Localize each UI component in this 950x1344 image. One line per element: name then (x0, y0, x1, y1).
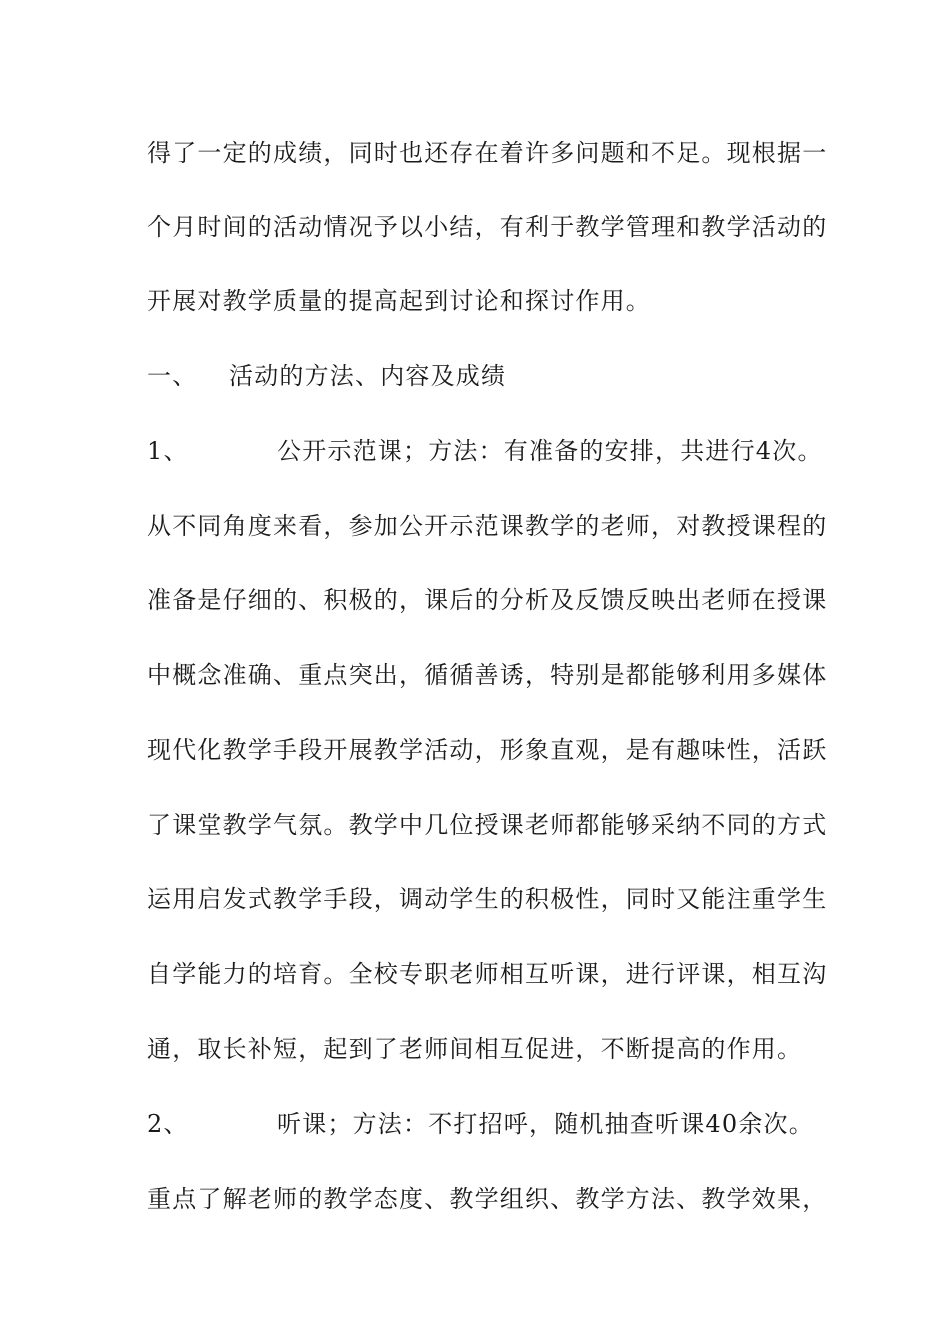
list-item-number: 1、 (147, 437, 189, 465)
list-item-text: 公开示范课；方法：有准备的安排，共进行4次。 (277, 437, 823, 465)
body-text-line: 了课堂教学气氛。教学中几位授课老师都能够采纳不同的方式 (147, 811, 828, 839)
body-text-line: 现代化教学手段开展教学活动，形象直观，是有趣味性，活跃 (147, 736, 828, 764)
body-text-line: 通，取长补短，起到了老师间相互促进，不断提高的作用。 (147, 1035, 803, 1063)
list-item-2 (147, 1109, 814, 1139)
list-item-number: 2、 (147, 1110, 189, 1138)
body-text-line: 开展对教学质量的提高起到讨论和探讨作用。 (147, 287, 651, 315)
body-text-line: 得了一定的成绩，同时也还存在着许多问题和不足。现根据一 (147, 139, 828, 167)
body-text-line: 重点了解老师的教学态度、教学组织、教学方法、教学效果， (147, 1185, 828, 1213)
body-text-line: 从不同角度来看，参加公开示范课教学的老师，对教授课程的 (147, 512, 828, 540)
section-heading-number: 一、 (147, 362, 198, 390)
section-heading-text: 活动的方法、内容及成绩 (229, 362, 507, 390)
body-text-line: 中概念准确、重点突出，循循善诱，特别是都能够利用多媒体 (147, 661, 828, 689)
body-text-line: 准备是仔细的、积极的，课后的分析及反馈反映出老师在授课 (147, 586, 828, 614)
body-text-line: 自学能力的培育。全校专职老师相互听课，进行评课，相互沟 (147, 960, 828, 988)
list-item-1 (147, 436, 823, 466)
section-heading (147, 361, 807, 391)
body-text-line: 个月时间的活动情况予以小结，有利于教学管理和教学活动的 (147, 213, 828, 241)
body-text-line: 运用启发式教学手段，调动学生的积极性，同时又能注重学生 (147, 885, 828, 913)
list-item-text: 听课；方法：不打招呼，随机抽查听课40余次。 (277, 1110, 814, 1138)
